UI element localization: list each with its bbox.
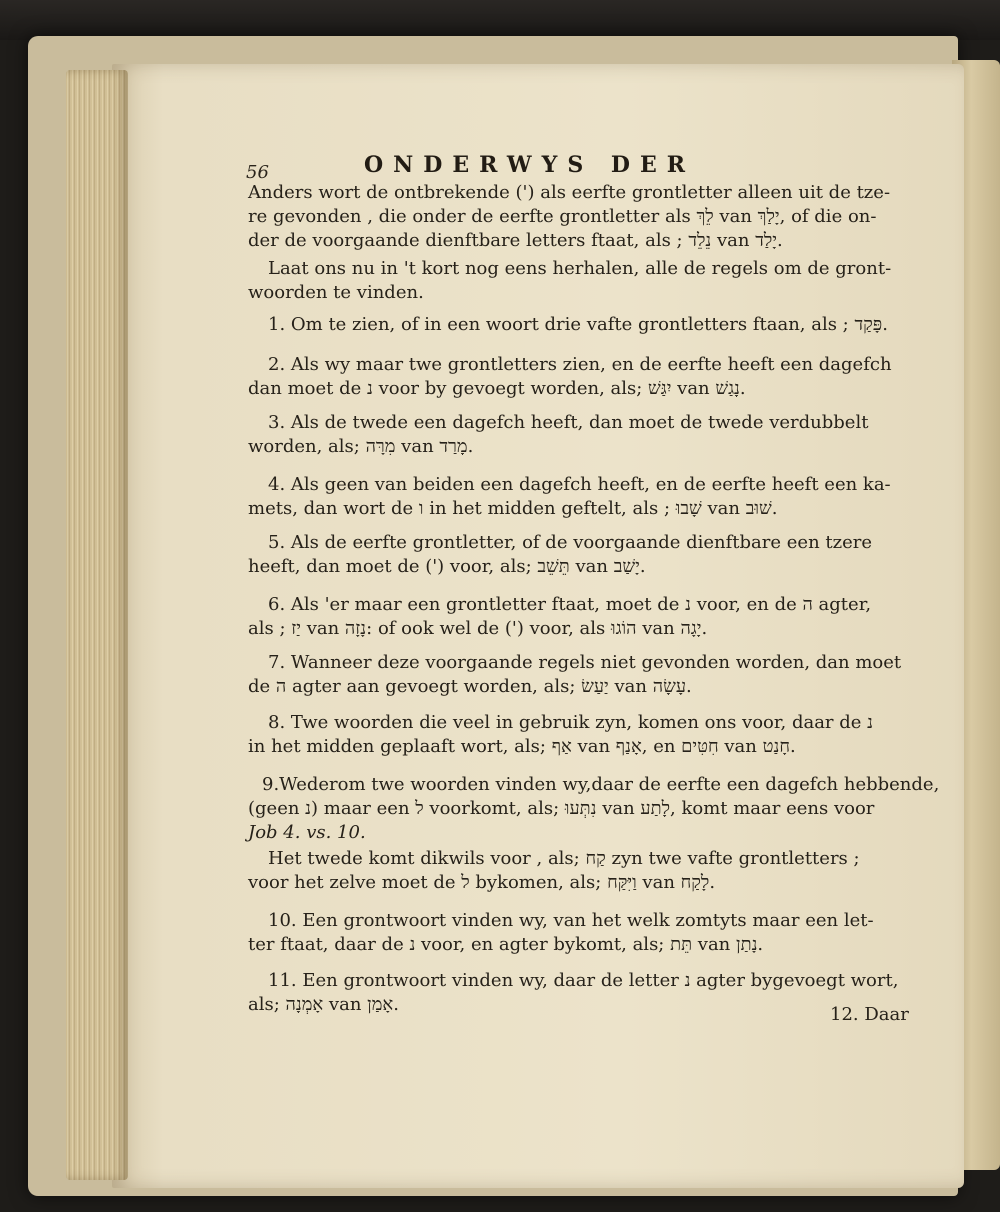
text-line: heeft, dan moet de (') voor, als; תֵּשֵׁב van יָשַׁב. (248, 556, 646, 577)
text-line: dan moet de נ voor by gevoegt worden, als; יִגַּשׁ van נָגַשׁ. (248, 378, 746, 399)
page-stack-edge (66, 70, 128, 1180)
text-line: de ה agter aan gevoegt worden, als; יַעַשׂ van עָשָׂה. (248, 676, 692, 697)
text-line: 6. Als 'er maar een grontletter ftaat, moet de נ voor, en de ה agter, (268, 594, 872, 615)
text-line: worden, als; מִרָּה van מָרַד. (248, 436, 474, 457)
text-line: 4. Als geen van beiden een dagefch heeft, en de eerfte heeft een ka- (268, 474, 891, 495)
text-line: re gevonden , die onder de eerfte grontletter als לֵךְ van יָלַךְ, of die on- (248, 206, 877, 227)
text-line: Job 4. vs. 10. (248, 822, 366, 843)
catchword: 12. Daar (830, 1004, 909, 1025)
text-line: 9.Wederom twe woorden vinden wy,daar de eerfte een dagefch hebbende, (262, 774, 940, 795)
text-line: der de voorgaande dienftbare letters ftaat, als ; נֵלֵד van יָלַד. (248, 230, 783, 251)
book-cover (0, 0, 1000, 40)
text-line: voor het zelve moet de ל bykomen, als; וַיִּקַּח van לָקַח. (248, 872, 716, 893)
text-line: in het midden geplaaft wort, als; אַף van אָנַף, en חִטִּים van חָנַט. (248, 736, 796, 757)
text-line: als ; יַז van נָזָה: of ook wel de (') voor, als הוֹגוּ van יָגָה. (248, 618, 708, 639)
text-line: 5. Als de eerfte grontletter, of de voorgaande dienftbare een tzere (268, 532, 873, 553)
running-head: ONDERWYS DER (364, 152, 696, 178)
text-line: 2. Als wy maar twe grontletters zien, en de eerfte heeft een dagefch (268, 354, 892, 375)
text-line: woorden te vinden. (248, 282, 424, 303)
text-line: 8. Twe woorden die veel in gebruik zyn, komen ons voor, daar de נ (268, 712, 874, 733)
text-line: als; אָמְנָה van אָמַן. (248, 994, 399, 1015)
text-line: 11. Een grontwoort vinden wy, daar de letter נ agter bygevoegt wort, (268, 970, 899, 991)
text-line: (geen נ) maar een ל voorkomt, als; נִתְּעוּ van לָתַע, komt maar eens voor (248, 798, 875, 819)
text-line: Laat ons nu in 't kort nog eens herhalen, alle de regels om de gront- (268, 258, 892, 279)
text-line: 1. Om te zien, of in een woort drie vafte grontletters ftaan, als ; פָּקַד. (268, 314, 888, 335)
text-line: 3. Als de twede een dagefch heeft, dan moet de twede verdubbelt (268, 412, 869, 433)
text-line: 7. Wanneer deze voorgaande regels niet gevonden worden, dan moet (268, 652, 902, 673)
page-number: 56 (246, 162, 269, 183)
text-line: ter ftaat, daar de נ voor, en agter bykomt, als; תֵּת van נָתַן. (248, 934, 764, 955)
text-line: mets, dan wort de ו in het midden geftelt, als ; שָׁבוּ van שׁוּב. (248, 498, 778, 519)
text-line: Het twede komt dikwils voor , als; קַח zyn twe vafte grontletters ; (268, 848, 860, 869)
text-line: Anders wort de ontbrekende (') als eerfte grontletter alleen uit de tze- (248, 182, 891, 203)
text-line: 10. Een grontwoort vinden wy, van het welk zomtyts maar een let- (268, 910, 874, 931)
